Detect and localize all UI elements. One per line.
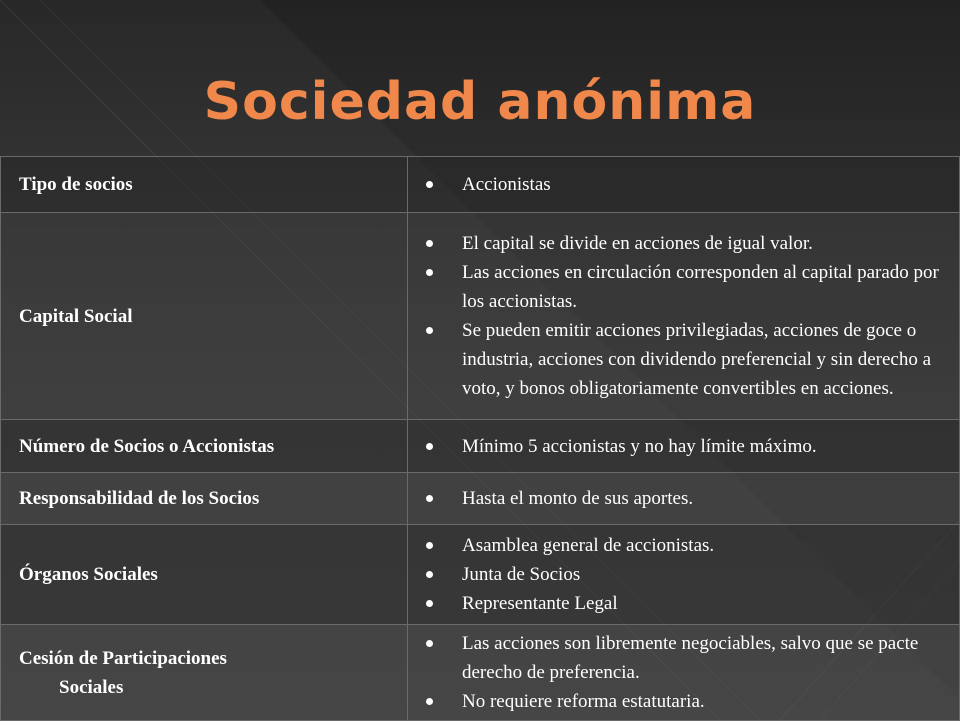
- row-label: Capital Social: [1, 213, 408, 420]
- row-label: Tipo de socios: [1, 157, 408, 213]
- table-row: [1, 157, 960, 213]
- slide-title: Sociedad anónima: [203, 72, 757, 132]
- list-item: Junta de Socios: [418, 560, 941, 589]
- table-row: [1, 525, 960, 625]
- row-content: [408, 525, 960, 625]
- row-label: Número de Socios o Accionistas: [1, 420, 408, 473]
- comparison-table: [0, 156, 960, 721]
- list-item: Asamblea general de accionistas.: [418, 531, 941, 560]
- row-content: [408, 420, 960, 473]
- row-label-line1: Cesión de Participaciones: [19, 647, 227, 669]
- list-item: Se pueden emitir acciones privilegiadas, acciones de goce o industria, acciones con dividendo preferencial y sin derecho a voto, y bonos obligatoriamente convertibles en acciones.: [418, 316, 941, 403]
- row-label: [1, 625, 408, 721]
- list-item: Las acciones son libremente negociables, salvo que se pacte derecho de preferencia.: [418, 629, 941, 687]
- list-item: No requiere reforma estatutaria.: [418, 687, 941, 716]
- row-content: [408, 473, 960, 525]
- table-row: [1, 473, 960, 525]
- table-row: [1, 420, 960, 473]
- list-item: Representante Legal: [418, 589, 941, 618]
- row-content: [408, 157, 960, 213]
- table-row: [1, 625, 960, 721]
- list-item: Las acciones en circulación corresponden al capital parado por los accionistas.: [418, 258, 941, 316]
- list-item: Accionistas: [418, 170, 941, 199]
- row-content: [408, 213, 960, 420]
- list-item: Hasta el monto de sus aportes.: [418, 484, 941, 513]
- list-item: El capital se divide en acciones de igual valor.: [418, 229, 941, 258]
- row-label: Responsabilidad de los Socios: [1, 473, 408, 525]
- row-label-line2: Sociales: [59, 676, 124, 698]
- list-item: Mínimo 5 accionistas y no hay límite máximo.: [418, 432, 941, 461]
- row-label: Órganos Sociales: [1, 525, 408, 625]
- row-content: [408, 625, 960, 721]
- table-row: [1, 213, 960, 420]
